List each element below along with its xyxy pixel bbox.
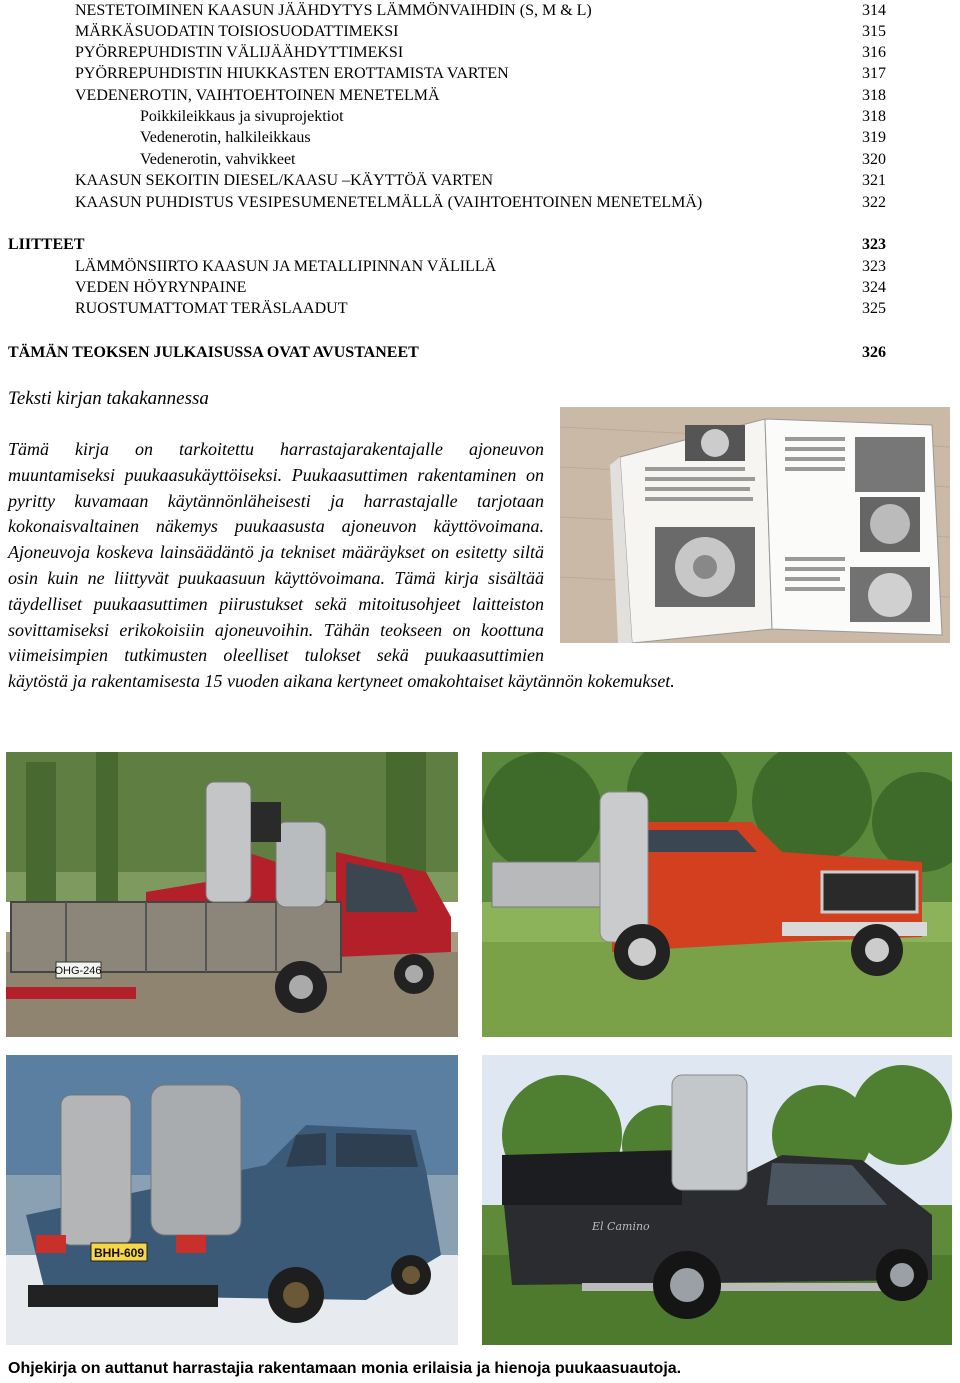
toc-entry-title: VEDEN HÖYRYNPAINE <box>75 279 247 296</box>
toc-entry-page: 321 <box>862 172 886 189</box>
book-photo <box>560 407 950 643</box>
photo-red-pickup <box>6 752 458 1037</box>
toc-entry-title: KAASUN SEKOITIN DIESEL/KAASU –KÄYTTÖÄ VARTEN <box>75 172 493 189</box>
photo-caption: Ohjekirja on auttanut harrastajia rakentamaan monia erilaisia ja hienoja puukaasuautoja. <box>8 1360 682 1377</box>
toc-entry-page: 326 <box>862 344 886 361</box>
toc-entry-page: 319 <box>862 129 886 146</box>
back-cover-paragraph: Tämä kirja on tarkoitettu harrastajarakentajalle ajoneuvon muuntamiseksi puukaasukäyttöiseksi. Puukaasuttimen rakentaminen on pyritty kuvamaan käytännönläheisesti ja harrastajalle tarjotaan kokonaisvaltainen näkemys puukaasusta ajoneuvon käyttövoimana. Ajoneuvoja koskeva lainsäädäntö ja tekniset määräykset on esitetty siltä osin kuin ne liittyvät puukaasuun käyttövoimana. Tämä kirja sisältää täydelliset puukaasuttimen piirustukset sekä mitoitusohjeet laitteiston sovittamiseksi erikokoisiin ajoneuvoihin. Tähän teokseen on koottuna viimeisimpien tutkimusten oleelliset tulokset sekä puukaasuttimien käytöstä ja rakentamisesta 15 vuoden aikana kertyneet omakohtaiset käytännön kokemukset. <box>8 439 675 692</box>
toc-entry-page: 316 <box>862 44 886 61</box>
toc-entry-title: Vedenerotin, halkileikkaus <box>140 129 311 146</box>
toc-entry-page: 323 <box>862 258 886 275</box>
toc-entry-page: 324 <box>862 279 886 296</box>
toc-entry-page: 315 <box>862 23 886 40</box>
toc-entry-title: LÄMMÖNSIIRTO KAASUN JA METALLIPINNAN VÄLILLÄ <box>75 258 497 275</box>
photo-blue-volvo <box>6 1055 458 1345</box>
toc-entry-page: 320 <box>862 151 886 168</box>
toc-entry-page: 318 <box>862 87 886 104</box>
plate-text-volvo: BHH-609 <box>93 1246 145 1260</box>
toc-entry-title: PYÖRREPUHDISTIN HIUKKASTEN EROTTAMISTA VARTEN <box>75 65 509 82</box>
toc-entry-title: RUOSTUMATTOMAT TERÄSLAADUT <box>75 300 348 317</box>
toc-entry-title: Poikkileikkaus ja sivuprojektiot <box>140 108 344 125</box>
plate-text-red: OHG-246 <box>54 965 102 977</box>
toc-entry-page: 318 <box>862 108 886 125</box>
toc-entry-title: MÄRKÄSUODATIN TOISIOSUODATTIMEKSI <box>75 23 399 40</box>
toc-entry-title: PYÖRREPUHDISTIN VÄLIJÄÄHDYTTIMEKSI <box>75 44 404 61</box>
toc-entry-title: NESTETOIMINEN KAASUN JÄÄHDYTYS LÄMMÖNVAIHDIN (S, M & L) <box>75 2 592 19</box>
elcamino-badge: El Camino <box>592 1220 650 1233</box>
photo-black-elcamino <box>482 1055 952 1345</box>
toc-entry-page: 323 <box>862 236 886 253</box>
toc-entry-page: 314 <box>862 2 886 19</box>
toc-entry-page: 317 <box>862 65 886 82</box>
toc-entry-page: 322 <box>862 194 886 211</box>
back-cover-text <box>8 437 950 695</box>
toc-entry-title: LIITTEET <box>8 236 85 253</box>
toc-entry-title: VEDENEROTIN, VAIHTOEHTOINEN MENETELMÄ <box>75 87 440 104</box>
toc-entry-title: KAASUN PUHDISTUS VESIPESUMENETELMÄLLÄ (VAIHTOEHTOINEN MENETELMÄ) <box>75 194 703 211</box>
toc-entry-title: Vedenerotin, vahvikkeet <box>140 151 296 168</box>
back-cover-heading: Teksti kirjan takakannessa <box>8 388 209 409</box>
toc-entry-title: TÄMÄN TEOKSEN JULKAISUSSA OVAT AVUSTANEET <box>8 344 419 361</box>
photo-orange-pickup <box>482 752 952 1037</box>
toc-entry-page: 325 <box>862 300 886 317</box>
